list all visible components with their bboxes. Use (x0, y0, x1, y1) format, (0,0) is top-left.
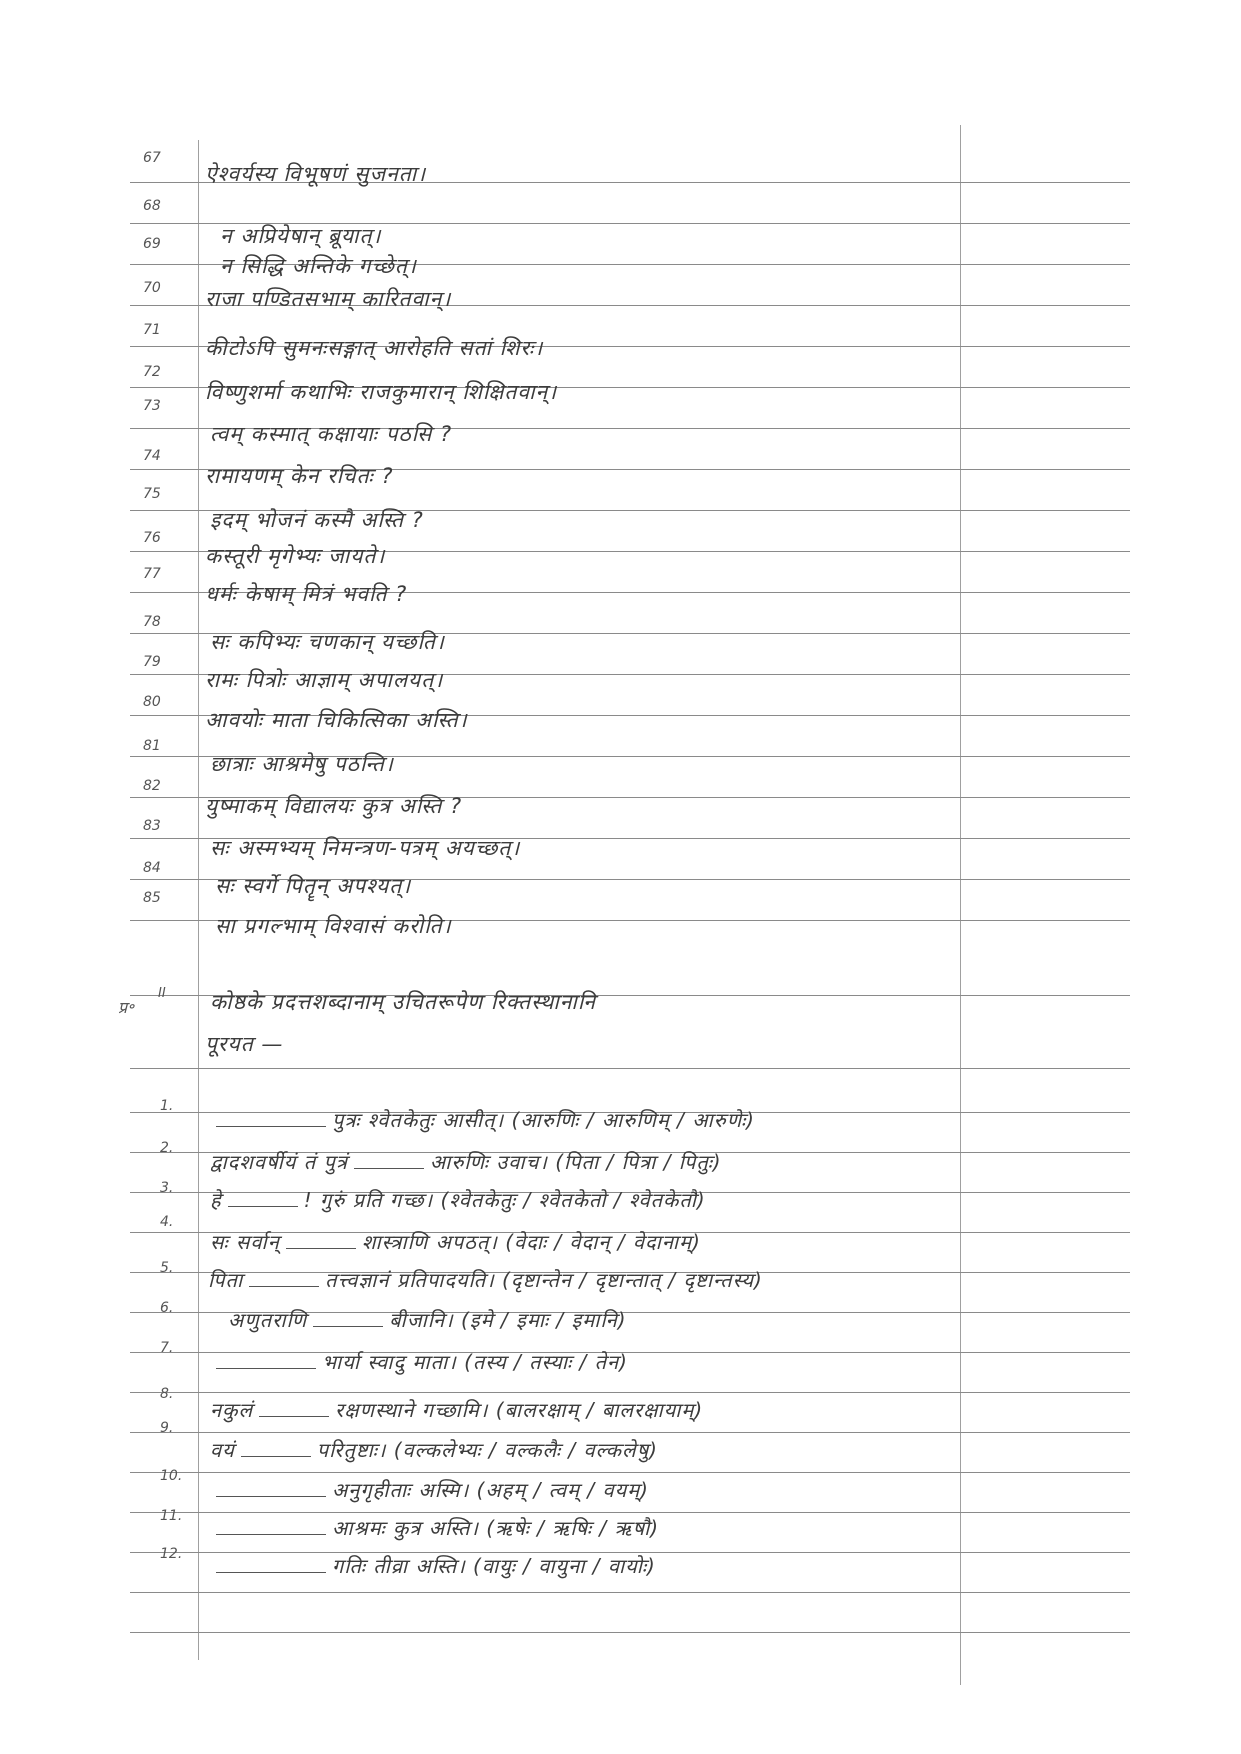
blank-suffix: आरुणिः उवाच। (पिता / पित्रा / पितुः) (429, 1150, 722, 1174)
row-number: 10. (160, 1468, 183, 1484)
blank-line (216, 1125, 326, 1127)
blank-prefix: वयं (210, 1438, 235, 1462)
question-instruction-line2: पूरयत — (205, 1032, 284, 1056)
sentence-text: सः स्वर्गे पितॄन् अपश्यत्। (215, 874, 412, 898)
blank-sentence (210, 1148, 722, 1175)
blank-sentence (210, 1186, 706, 1213)
row-number: 85 (143, 890, 161, 906)
sentence-text: कस्तूरी मृगेभ्यः जायते। (205, 544, 386, 568)
blank-prefix: पिता (208, 1268, 244, 1292)
blank-line (286, 1247, 356, 1249)
blank-sentence (210, 1514, 659, 1541)
blank-suffix: पुत्रः श्वेतकेतुः आसीत्। (आरुणिः / आरुणिम् / आरुणेः) (332, 1108, 755, 1132)
row-number: 74 (143, 448, 161, 464)
row-number: 68 (143, 198, 161, 214)
question-label: प्र॰ (118, 998, 134, 1017)
row-number: 83 (143, 818, 161, 834)
blank-suffix: ! गुरुं प्रति गच्छ। (श्वेतकेतुः / श्वेतकेतो / श्वेतकेतौ) (303, 1188, 706, 1212)
ruled-line (130, 1472, 1130, 1473)
sentence-text: न सिद्धि अन्तिके गच्छेत्। (220, 254, 417, 278)
blank-suffix: बीजानि। (इमे / इमाः / इमानि) (389, 1308, 627, 1332)
row-number: 82 (143, 778, 161, 794)
row-number: 4. (160, 1214, 174, 1230)
sentence-text: छात्राः आश्रमेषु पठन्ति। (210, 752, 394, 776)
sentence-text: सः कपिभ्यः चणकान् यच्छति। (210, 630, 445, 654)
blank-sentence (210, 1476, 649, 1503)
row-number: 11. (160, 1508, 183, 1524)
blank-sentence (210, 1106, 755, 1133)
row-number: 70 (143, 280, 161, 296)
row-number: 69 (143, 236, 161, 252)
row-number: 1. (160, 1098, 174, 1114)
blank-line (249, 1285, 319, 1287)
blank-prefix: द्वादशवर्षीयं तं पुत्रं (210, 1150, 348, 1174)
row-number: 80 (143, 694, 161, 710)
blank-prefix: सः सर्वान् (210, 1230, 280, 1254)
sentence-text: रामायणम् केन रचितः ? (205, 464, 394, 488)
row-number: 7. (160, 1340, 174, 1356)
blank-line (241, 1455, 311, 1457)
blank-line (216, 1495, 326, 1497)
row-number: 81 (143, 738, 161, 754)
blank-prefix: अणुतराणि (228, 1308, 308, 1332)
sentence-text: सा प्रगल्भाम् विश्वासं करोति। (215, 914, 452, 938)
blank-suffix: अनुगृहीताः अस्मि। (अहम् / त्वम् / वयम्) (332, 1478, 649, 1502)
sentence-text: राजा पण्डितसभाम् कारितवान्। (205, 287, 452, 311)
sentence-text: त्वम् कस्मात् कक्षायाः पठसि ? (210, 422, 453, 446)
blank-sentence (210, 1552, 656, 1579)
row-number: 84 (143, 860, 161, 876)
sentence-text: धर्मः केषाम् मित्रं भवति ? (205, 582, 408, 606)
blank-line (313, 1325, 383, 1327)
sentence-text: ऐश्वर्यस्य विभूषणं सुजनता। (205, 162, 427, 186)
row-number: 67 (143, 150, 161, 166)
row-number: 73 (143, 398, 161, 414)
row-number: 3. (160, 1180, 174, 1196)
question-instruction-line1: कोष्ठके प्रदत्तशब्दानाम् उचितरूपेण रिक्तस्थानानि (210, 990, 596, 1014)
sentence-text: रामः पित्रोः आज्ञाम् अपालयत्। (205, 668, 444, 692)
row-number: 78 (143, 614, 161, 630)
blank-suffix: भार्या स्वादु माता। (तस्य / तस्याः / तेन) (322, 1350, 628, 1374)
sentence-text: विष्णुशर्मा कथाभिः राजकुमारान् शिक्षितवान्। (205, 380, 558, 404)
blank-line (216, 1571, 326, 1573)
row-number: 77 (143, 566, 161, 582)
row-number: 12. (160, 1546, 183, 1562)
row-number: 79 (143, 654, 161, 670)
blank-sentence (210, 1436, 658, 1463)
blank-line (259, 1415, 329, 1417)
row-number: 5. (160, 1260, 174, 1276)
blank-suffix: शास्त्राणि अपठत्। (वेदाः / वेदान् / वेदानाम्) (361, 1230, 701, 1254)
sentence-text: न अप्रियेषान् ब्रूयात्। (220, 224, 382, 248)
blank-line (354, 1167, 424, 1169)
question-roman-number: II (158, 986, 166, 1001)
blank-line (228, 1205, 298, 1207)
ruled-line (130, 1392, 1130, 1393)
blank-sentence (210, 1396, 703, 1423)
blank-suffix: आश्रमः कुत्र अस्ति। (ऋषेः / ऋषिः / ऋषौ) (332, 1516, 660, 1540)
row-number: 71 (143, 322, 161, 338)
blank-prefix: हे (210, 1188, 222, 1212)
sentence-text: आवयोः माता चिकित्सिका अस्ति। (205, 708, 468, 732)
blank-suffix: तत्त्वज्ञानं प्रतिपादयति। (दृष्टान्तेन / दृष्टान्तात् / दृष्टान्तस्य) (325, 1268, 763, 1292)
right-margin-line (960, 125, 961, 1685)
blank-suffix: रक्षणस्थाने गच्छामि। (बालरक्षाम् / बालरक्षायाम्) (335, 1398, 704, 1422)
row-number: 75 (143, 486, 161, 502)
blank-sentence (210, 1228, 701, 1255)
row-number: 6. (160, 1300, 174, 1316)
blank-suffix: गतिः तीव्रा अस्ति। (वायुः / वायुना / वायोः) (332, 1554, 656, 1578)
ruled-line (130, 1512, 1130, 1513)
ruled-line (130, 1592, 1130, 1593)
sentence-text: इदम् भोजनं कस्मै अस्ति ? (210, 508, 424, 532)
row-number: 9. (160, 1420, 174, 1436)
row-number: 76 (143, 530, 161, 546)
row-number: 8. (160, 1386, 174, 1402)
row-number: 2. (160, 1140, 174, 1156)
row-number: 72 (143, 364, 161, 380)
ruled-line (130, 1432, 1130, 1433)
sentence-text: युष्माकम् विद्यालयः कुत्र अस्ति ? (205, 794, 463, 818)
ruled-line (130, 1068, 1130, 1069)
blank-sentence (210, 1348, 628, 1375)
blank-line (216, 1367, 316, 1369)
sentence-text: सः अस्मभ्यम् निमन्त्रण-पत्रम् अयच्छत्। (210, 836, 521, 860)
blank-sentence (208, 1266, 763, 1293)
blank-line (216, 1533, 326, 1535)
ruled-line (130, 1632, 1130, 1633)
blank-sentence (228, 1306, 627, 1333)
blank-suffix: परितुष्टाः। (वल्कलेभ्यः / वल्कलैः / वल्कलेषु) (316, 1438, 658, 1462)
blank-prefix: नकुलं (210, 1398, 254, 1422)
sentence-text: कीटोऽपि सुमनःसङ्गात् आरोहति सतां शिरः। (205, 336, 544, 360)
